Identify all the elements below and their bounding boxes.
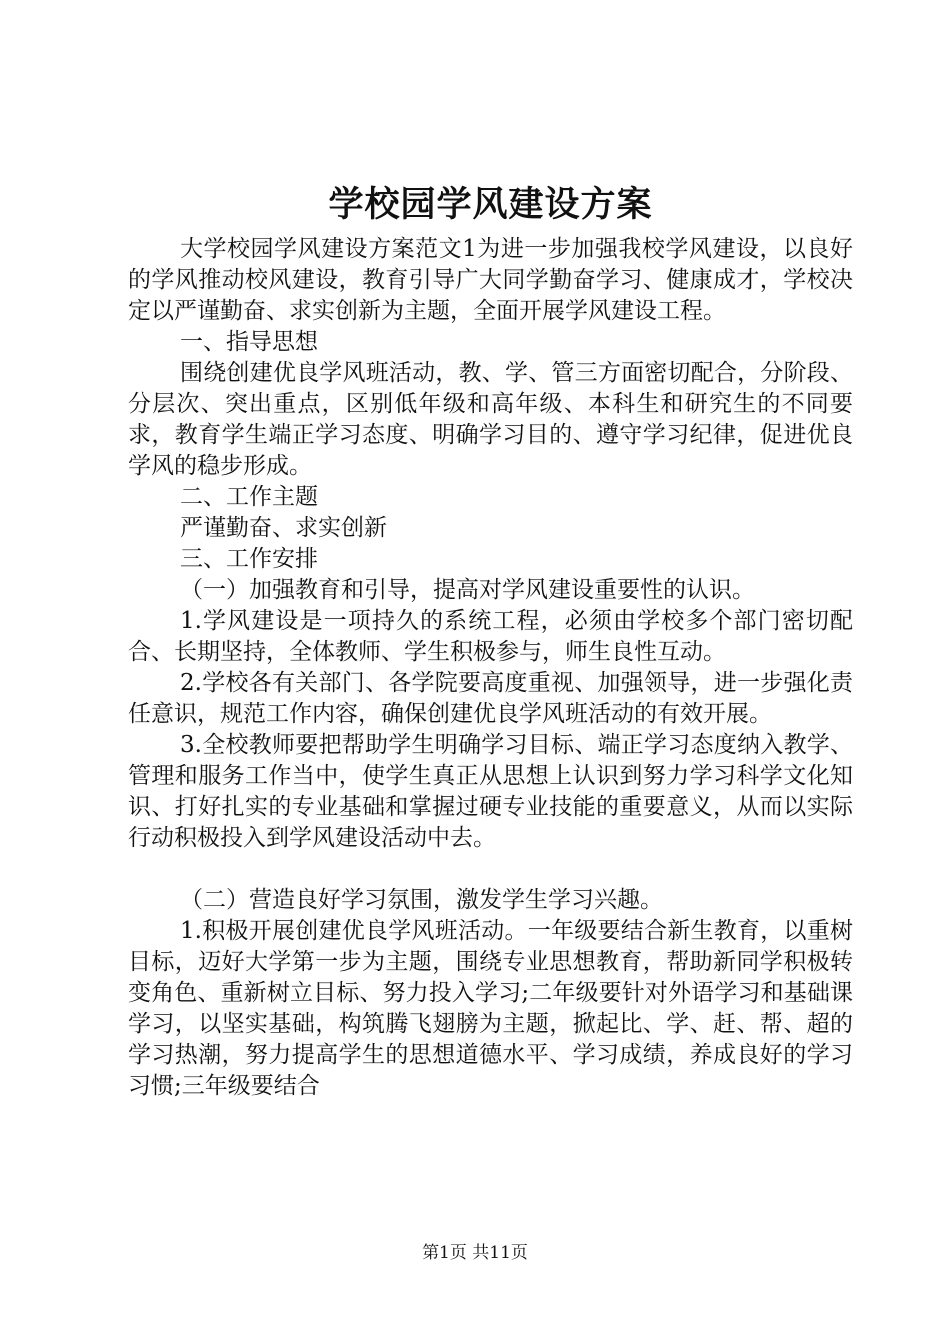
- list-item-2: 2.学校各有关部门、各学院要高度重视、加强领导，进一步强化责任意识，规范工作内容，确保创建优良学风班活动的有效开展。: [128, 670, 853, 727]
- section-heading-work-theme: 二、工作主题: [180, 484, 318, 510]
- document-page: [128, 182, 853, 1102]
- page-footer: 第1页 共11页: [422, 1243, 528, 1263]
- section-heading-work-arrangement: 三、工作安排: [180, 546, 318, 572]
- work-theme-paragraph: 严谨勤奋、求实创新: [180, 515, 387, 541]
- list-item-1: 1.学风建设是一项持久的系统工程，必须由学校多个部门密切配合、长期坚持，全体教师、学生积极参与，师生良性互动。: [128, 608, 853, 665]
- section-heading-guiding-thought: 一、指导思想: [180, 329, 318, 355]
- subsection-heading-1: （一）加强教育和引导，提高对学风建设重要性的认识。: [180, 577, 755, 603]
- subsection-heading-2: （二）营造良好学习氛围，激发学生学习兴趣。: [180, 887, 663, 913]
- list-item-3: 3.全校教师要把帮助学生明确学习目标、端正学习态度纳入教学、管理和服务工作当中，使学生真正从思想上认识到努力学习科学文化知识、打好扎实的专业基础和掌握过硬专业技能的重要意义，从而以实际行动积极投入到学风建设活动中去。: [128, 732, 853, 851]
- guiding-thought-paragraph: 围绕创建优良学风班活动，教、学、管三方面密切配合，分阶段、分层次、突出重点，区别低年级和高年级、本科生和研究生的不同要求，教育学生端正学习态度、明确学习目的、遵守学习纪律，促进优良学风的稳步形成。: [128, 360, 853, 479]
- blank-line: [128, 854, 853, 885]
- document-title: 学校园学风建设方案: [328, 184, 653, 225]
- intro-paragraph: 大学校园学风建设方案范文1为进一步加强我校学风建设，以良好的学风推动校风建设，教育引导广大同学勤奋学习、健康成才，学校决定以严谨勤奋、求实创新为主题，全面开展学风建设工程。: [128, 236, 853, 324]
- list-item-4: 1.积极开展创建优良学风班活动。一年级要结合新生教育，以重树目标，迈好大学第一步为主题，围绕专业思想教育，帮助新同学积极转变角色、重新树立目标、努力投入学习;二年级要针对外语学习和基础课学习，以坚实基础，构筑腾飞翅膀为主题，掀起比、学、赶、帮、超的学习热潮，努力提高学生的思想道德水平、学习成绩，养成良好的学习习惯;三年级要结合: [128, 918, 853, 1099]
